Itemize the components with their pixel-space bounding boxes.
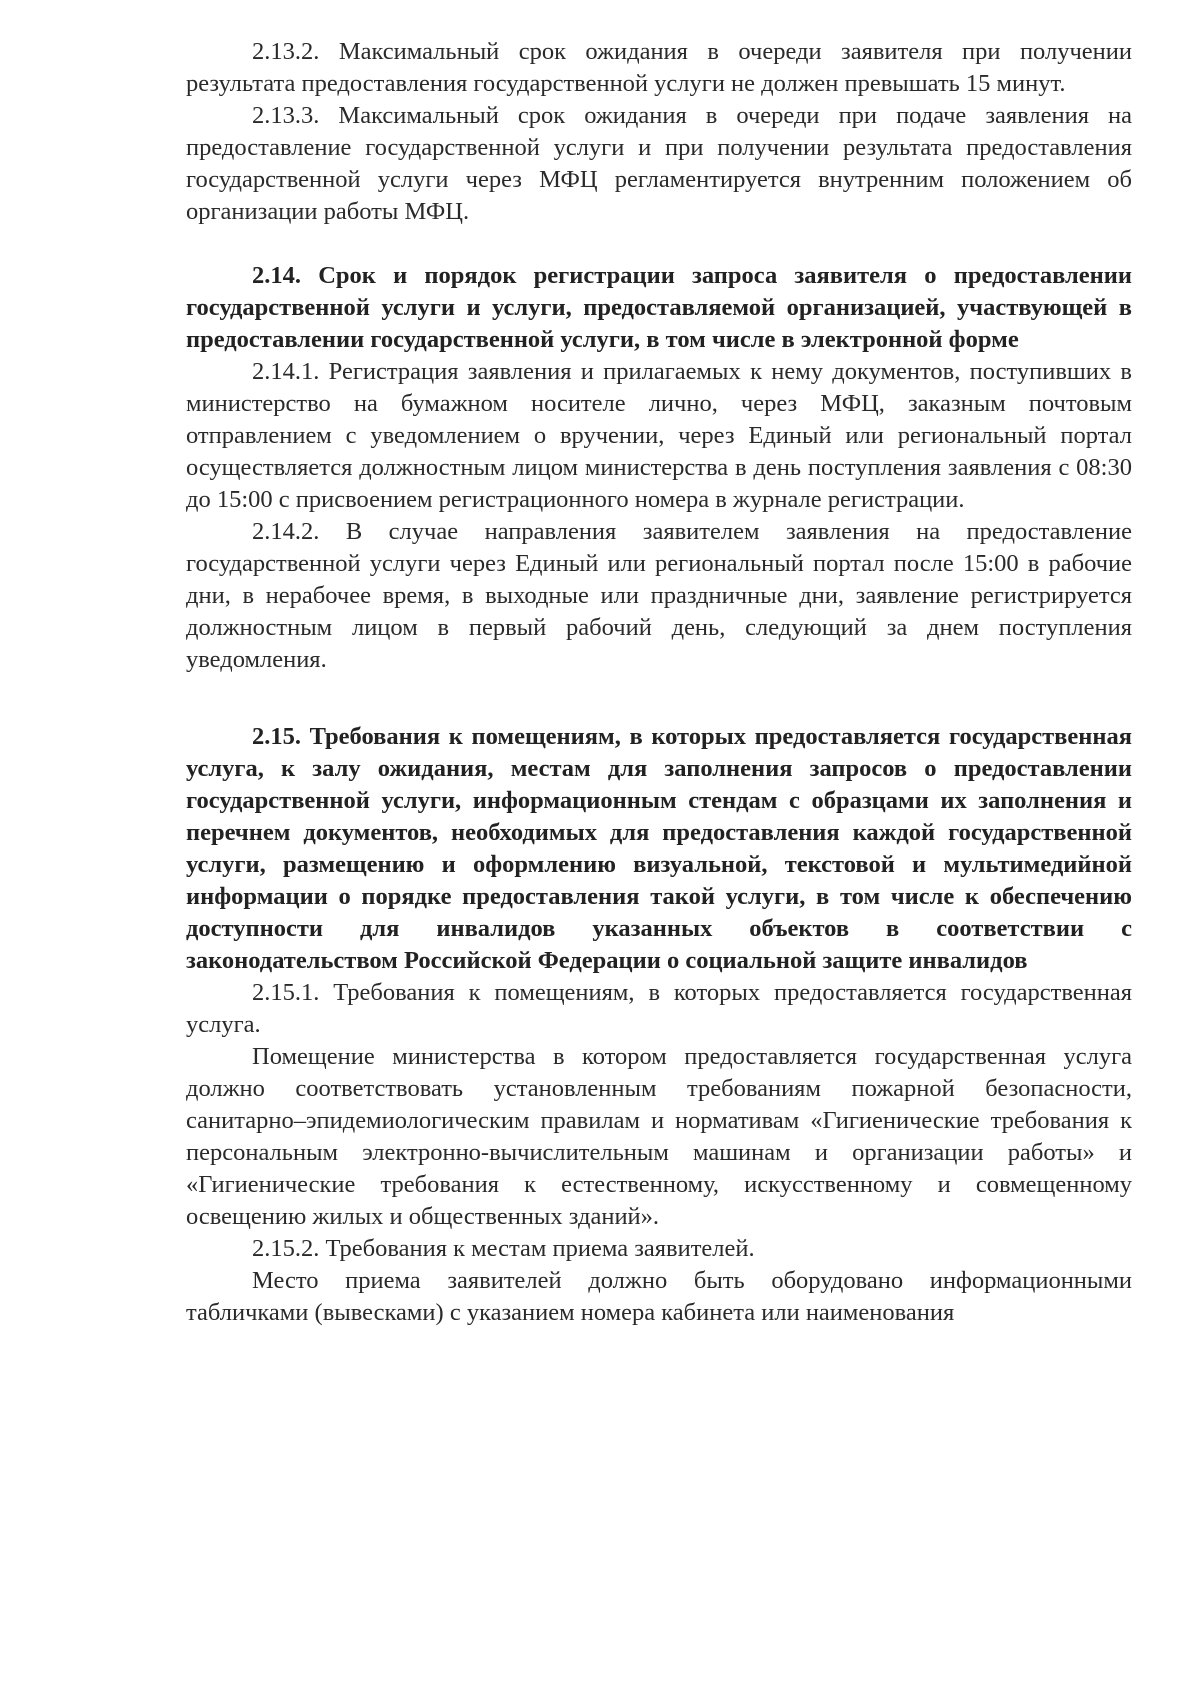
paragraph-2-14-2: 2.14.2. В случае направления заявителем заявления на предоставление государственной услуги через Единый или региональный портал после 15:00 в рабочие дни, в нерабочее время, в выходные или праздничные дни, заявление регистрируется должностным лицом в первый рабочий день, следующий за днем поступления уведомления. bbox=[186, 518, 1132, 673]
section-heading-2-15: 2.15. Требования к помещениям, в которых предоставляется государственная услуга, к залу ожидания, местам для заполнения запросов о предоставлении государственной услуги, информационным стендам с образцами их заполнения и перечнем документов, необходимых для предоставления каждой государственной услуги, размещению и оформлению визуальной, текстовой и мультимедийной информации о порядке предоставления такой услуги, в том числе к обеспечению доступности для инвалидов указанных объектов в соответствии с законодательством Российской Федерации о социальной защите инвалидов bbox=[186, 723, 1132, 974]
paragraph-2-13-3: 2.13.3. Максимальный срок ожидания в очереди при подаче заявления на предоставление государственной услуги и при получении результата предоставления государственной услуги через МФЦ регламентируется внутренним положением об организации работы МФЦ. bbox=[186, 102, 1132, 225]
paragraph-2-13-2: 2.13.2. Максимальный срок ожидания в очереди заявителя при получении результата предоставления государственной услуги не должен превышать 15 минут. bbox=[186, 38, 1132, 97]
paragraph-2-15-2: 2.15.2. Требования к местам приема заявителей. bbox=[252, 1235, 755, 1262]
paragraph-2-15-1: 2.15.1. Требования к помещениям, в которых предоставляется государственная услуга. bbox=[186, 979, 1132, 1038]
paragraph-reception-place: Место приема заявителей должно быть оборудовано информационными табличками (вывесками) с указанием номера кабинета или наименования bbox=[186, 1267, 1132, 1326]
paragraph-2-14-1: 2.14.1. Регистрация заявления и прилагаемых к нему документов, поступивших в министерство на бумажном носителе лично, через МФЦ, заказным почтовым отправлением с уведомлением о вручении, через Единый или региональный портал осуществляется должностным лицом министерства в день поступления заявления с 08:30 до 15:00 с присвоением регистрационного номера в журнале регистрации. bbox=[186, 358, 1132, 513]
paragraph-premises-requirements: Помещение министерства в котором предоставляется государственная услуга должно соответствовать установленным требованиям пожарной безопасности, санитарно–эпидемиологическим правилам и нормативам «Гигиенические требования к персональным электронно-вычислительным машинам и организации работы» и «Гигиенические требования к естественному, искусственному и совмещенному освещению жилых и общественных зданий». bbox=[186, 1043, 1132, 1230]
section-heading-2-14: 2.14. Срок и порядок регистрации запроса заявителя о предоставлении государственной услуги и услуги, предоставляемой организацией, участвующей в предоставлении государственной услуги, в том числе в электронной форме bbox=[186, 262, 1132, 353]
document-page bbox=[186, 36, 1132, 1329]
